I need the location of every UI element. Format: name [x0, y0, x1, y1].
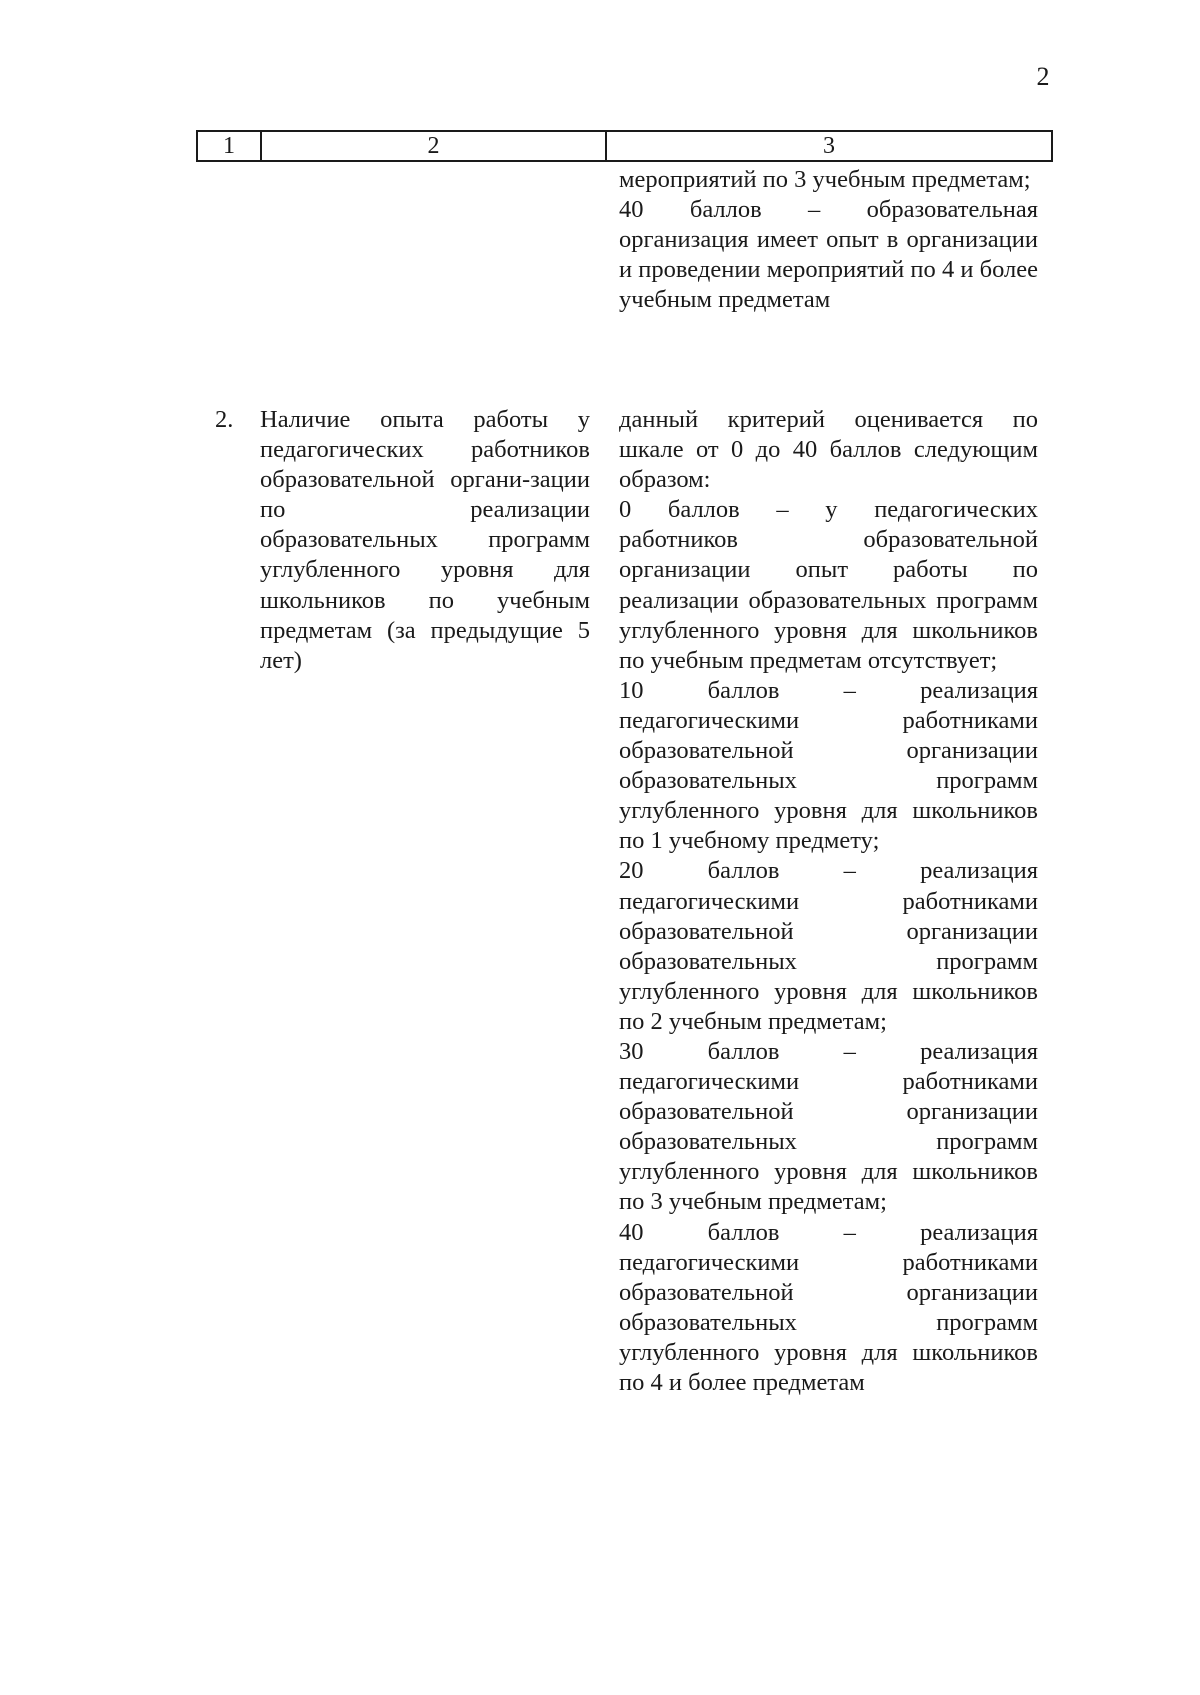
table-header-col-3: 3: [823, 133, 835, 159]
row2-criterion-text: Наличие опыта работы у педагогических работников образовательной органи-зации по реализации образовательных программ углубленного уровня для школьников по учебным предметам (за предыдущие 5 лет): [260, 406, 590, 674]
table-header-col-1: 1: [198, 132, 262, 160]
row2-description-paragraph: данный критерий оценивается по шкале от 0 до 40 баллов следующим образом:: [619, 406, 1038, 494]
row1-continuation-line: 40 баллов – образовательная организация имеет опыт в организации и проведении мероприятий по 4 и более учебным предметам: [619, 196, 1038, 314]
row2-description-paragraph: 20 баллов – реализация педагогическими работниками образовательной организации образовательных программ углубленного уровня для школьников по 2 учебным предметам;: [619, 857, 1038, 1035]
row2-criterion-cell: [260, 405, 590, 676]
table-header-row: [196, 130, 1053, 162]
row1-continuation-cell: [619, 165, 1038, 315]
table-header-col-2: 2: [262, 132, 607, 160]
page-number: 2: [1036, 62, 1050, 91]
row2-description-cell: [619, 405, 1038, 1398]
row2-description-paragraph: 30 баллов – реализация педагогическими работниками образовательной организации образовательных программ углубленного уровня для школьников по 3 учебным предметам;: [619, 1037, 1038, 1216]
row2-description-paragraph: 10 баллов – реализация педагогическими работниками образовательной организации образовательных программ углубленного уровня для школьников по 1 учебному предмету;: [619, 676, 1038, 855]
row1-continuation-line: мероприятий по 3 учебным предметам;: [619, 166, 1031, 193]
row2-description-paragraph: 0 баллов – у педагогических работников образовательной организации опыт работы по реализации образовательных программ углубленного уровня для школьников по учебным предметам отсутствует;: [619, 496, 1038, 674]
row2-description-paragraph: 40 баллов – реализация педагогическими работниками образовательной организации образовательных программ углубленного уровня для школьников по 4 и более предметам: [619, 1218, 1038, 1396]
row2-number: 2.: [215, 406, 234, 433]
